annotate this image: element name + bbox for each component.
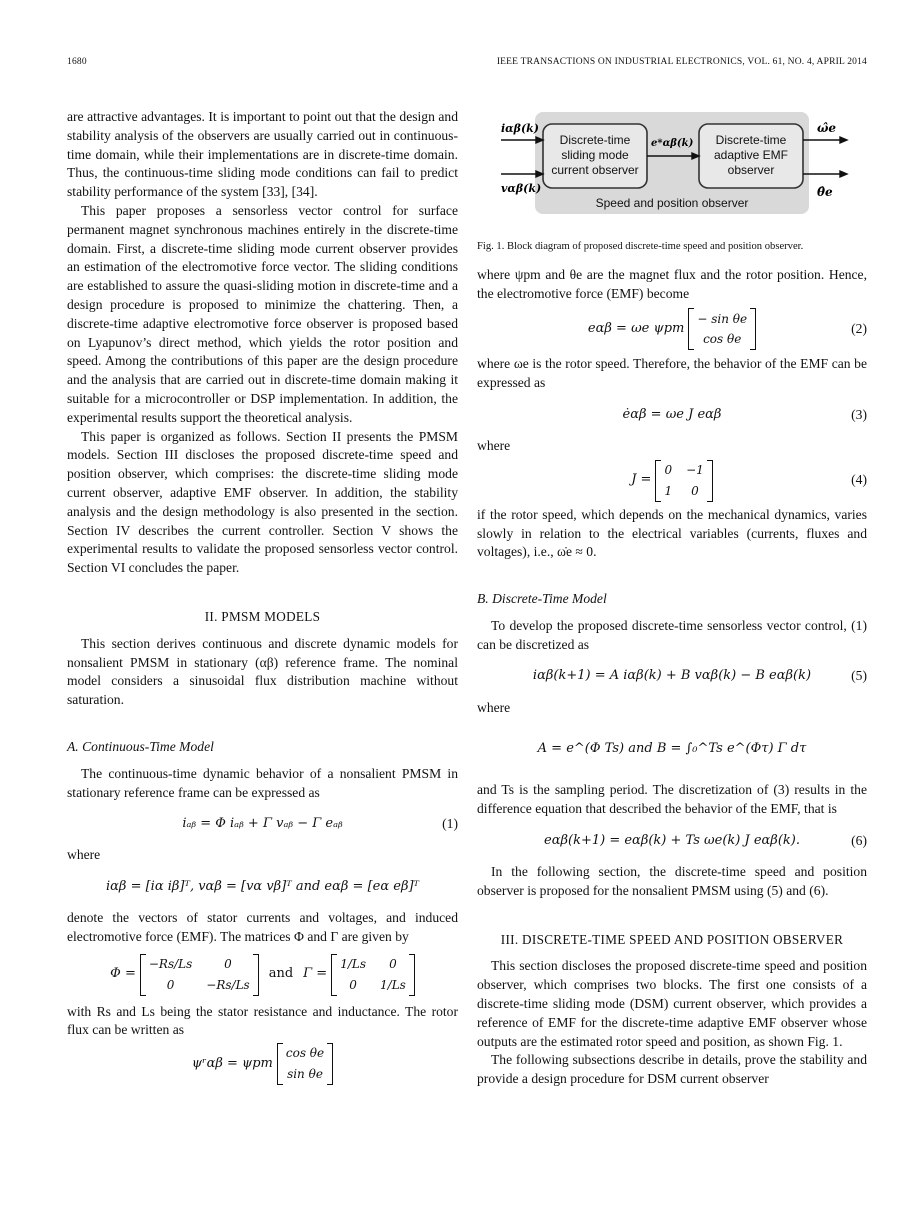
paragraph: The following subsections describe in details, prove the stability and provide a design procedure for DSM current observer [477, 1052, 867, 1087]
equation-3 [477, 393, 867, 437]
input-voltage-label: vαβ(k) [501, 182, 542, 195]
subsection-heading: B. Discrete-Time Model [477, 591, 607, 607]
equation-body: ψʳαβ = ψpm [191, 1055, 273, 1071]
equation-body: eαβ(k+1) = eαβ(k) + Ts ωe(k) J eαβ(k). [544, 832, 800, 848]
matrix-cell: 0 [691, 483, 699, 498]
rotor-flux-equation [67, 1040, 458, 1088]
equation-body: A = e^(Φ Ts) and B = ∫₀^Ts e^(Φτ) Γ dτ [537, 740, 807, 756]
paragraph: if the rotor speed, which depends on the mechanical dynamics, varies slowly in relation to the electrical variables (currents, fluxes and voltages), i.e., ω̇e ≈ 0. [477, 506, 867, 560]
matrix-cell: cos θe [703, 332, 742, 347]
matrix-cell: −1 [686, 462, 704, 477]
equation-1 [67, 802, 458, 846]
matrix-cell: cos θe [285, 1046, 325, 1061]
matrix-cell: 0 [224, 956, 232, 971]
column-vector [277, 1043, 333, 1085]
matrix-cell: 1/Ls [380, 977, 406, 992]
matrix-cell: 1 [664, 483, 673, 498]
speed-output-label: ω̂e [817, 121, 837, 135]
j-matrix [655, 460, 712, 502]
paragraph: denote the vectors of stator currents and voltages, and induced electromotive force (EMF). The matrices Φ and Γ are given by [67, 910, 458, 944]
equation-body: iₐᵦ = Φ iₐᵦ + Γ vₐᵦ − Γ eₐᵦ [182, 815, 343, 831]
paragraph: This paper proposes a sensorless vector control for surface permanent magnet synchronous machines entirely in the discrete-time domain. First, a discrete-time sliding mode current observer provides an estimation of the electromotive force vector. The sliding conditions are established to assure the quasi-sliding motion in discrete-time and a design procedure is proposed to minimize the chattering. Then, a discrete-time adaptive electromotive force observer is proposed based on Lyapunov’s direct method, which yields the rotor position and speed. Among the contributions of this paper are the design procedure and the analysis that are carried out in discrete-time domain making it suitable for a microcontroller or DSP implementation. In addition, the experimental results support the theoretical analysis. [67, 202, 458, 425]
group-label: Speed and position observer [595, 196, 749, 210]
phi-matrix [140, 954, 259, 996]
matrix-cell: 0 [389, 956, 397, 971]
matrix-cell: 0 [166, 977, 175, 992]
paragraph: where [477, 437, 511, 453]
emf-reference-label: e*αβ(k) [651, 138, 694, 149]
gamma-matrix [331, 954, 415, 996]
figure-caption: Fig. 1. Block diagram of proposed discrete-time speed and position observer. [477, 240, 804, 252]
matrix-cell: −Rs/Ls [206, 977, 250, 992]
dsm-block-line: sliding mode [561, 148, 629, 162]
input-current-label: iαβ(k) [501, 122, 539, 135]
equation-number: (3) [851, 406, 867, 422]
equation-number: (5) [851, 668, 867, 684]
paragraph: where ωe is the rotor speed. Therefore, the behavior of the EMF can be expressed as [477, 356, 867, 391]
emf-block-line: Discrete-time [715, 133, 787, 147]
emf-block-line: adaptive EMF [713, 148, 789, 162]
column-vector [688, 308, 756, 350]
emf-block-line: observer [727, 163, 775, 177]
equation-number: (6) [851, 832, 867, 848]
page-number: 1680 [67, 57, 87, 67]
matrix-cell: −Rs/Ls [148, 956, 193, 971]
dsm-block-line: current observer [551, 163, 639, 177]
equation-number: (1) [442, 815, 458, 831]
matrix-cell: 0 [349, 977, 357, 992]
matrix-cell: 1/Ls [340, 956, 367, 971]
vector-definitions [67, 865, 458, 909]
equation-number: (4) [851, 472, 867, 488]
paragraph: This section discloses the proposed discrete-time speed and position observer, which comprises two blocks. The first one consists of a discrete-time sliding mode (DSM) current observer, which provides a reference of EMF for the discrete-time adaptive EMF observer whose outputs are the estimated rotor speed and position, as shown Fig. 1. [477, 958, 867, 1049]
paragraph: The continuous-time dynamic behavior of a nonsalient PMSM in stationary reference frame can be expressed as [67, 765, 458, 800]
paragraph: In the following section, the discrete-time speed and position observer is proposed for the nonsalient PMSM using (5) and (6). [477, 863, 867, 898]
matrix-cell: − sin θe [697, 311, 748, 326]
discretization-equation [477, 717, 867, 781]
paragraph: This section derives continuous and discrete dynamic models for nonsalient PMSM in stationary (αβ) reference frame. The nominal model considers a sinusoidal flux distribution machine without saturation. [67, 635, 458, 708]
equation-5 [477, 655, 867, 699]
equation-body: ėαβ = ωe J eαβ [622, 406, 722, 422]
paragraph: where [67, 847, 101, 863]
equation-6 [477, 819, 867, 863]
dsm-block-line: Discrete-time [559, 133, 631, 147]
equation-2 [477, 303, 867, 355]
paragraph: where ψpm and θe are the magnet flux and the rotor position. Hence, the electromotive force (EMF) become [477, 266, 867, 301]
equation-body: iαβ(k+1) = A iαβ(k) + B vαβ(k) − B eαβ(k) [532, 668, 812, 684]
equation-4 [477, 456, 867, 506]
matrix-cell: 0 [664, 462, 673, 477]
running-header: IEEE TRANSACTIONS ON INDUSTRIAL ELECTRONICS, VOL. 61, NO. 4, APRIL 2014 [496, 57, 867, 67]
block-diagram [477, 110, 867, 220]
gamma-label: Γ = [303, 966, 328, 982]
equation-body: iαβ = [iα iβ]ᵀ, vαβ = [vα vβ]ᵀ and eαβ = [eα eβ]ᵀ [105, 878, 419, 894]
right-column [477, 108, 867, 1089]
paragraph: This paper is organized as follows. Section II presents the PMSM models. Section III discloses the proposed discrete-time speed and position observer, which comprises: the discrete-time sliding mode current observer, adaptive EMF observer. In addition, the stability analysis and the design methodology is also presented in the section. Section IV describes the current controller. Section V shows the experimental results to validate the proposed sensorless vector control. Section VI concludes the paper. [67, 428, 458, 576]
matrix-definitions [67, 947, 458, 1003]
phi-label: Φ = [110, 966, 136, 982]
position-output-label: θ̂e [817, 185, 833, 199]
paragraph: and Ts is the sampling period. The discretization of (3) results in the difference equation that described the behavior of the EMF, that is [477, 782, 867, 817]
paragraph: To develop the proposed discrete-time sensorless vector control, (1) can be discretized as [477, 617, 867, 652]
paragraph: where [477, 699, 511, 715]
section-heading: III. DISCRETE-TIME SPEED AND POSITION OBSERVER [500, 931, 844, 947]
and-word: and [268, 966, 294, 982]
subsection-heading: A. Continuous-Time Model [67, 738, 214, 754]
matrix-cell: sin θe [287, 1067, 323, 1082]
section-heading: II. PMSM MODELS [204, 608, 321, 624]
paragraph: with Rs and Ls being the stator resistance and inductance. The rotor flux can be written as [67, 1003, 458, 1038]
equation-body: eαβ = ωe ψpm [587, 320, 685, 336]
equation-number: (2) [851, 320, 867, 336]
left-column [67, 108, 458, 1088]
equation-body: J = [631, 472, 652, 488]
paragraph: are attractive advantages. It is important to point out that the design and stability analysis of the observers are usually carried out in continuous-time domain, while their implementations are in discrete-time domain. Thus, the continuous-time sliding mode conditions can fail to predict stability performance of the system [33], [34]. [67, 109, 458, 200]
